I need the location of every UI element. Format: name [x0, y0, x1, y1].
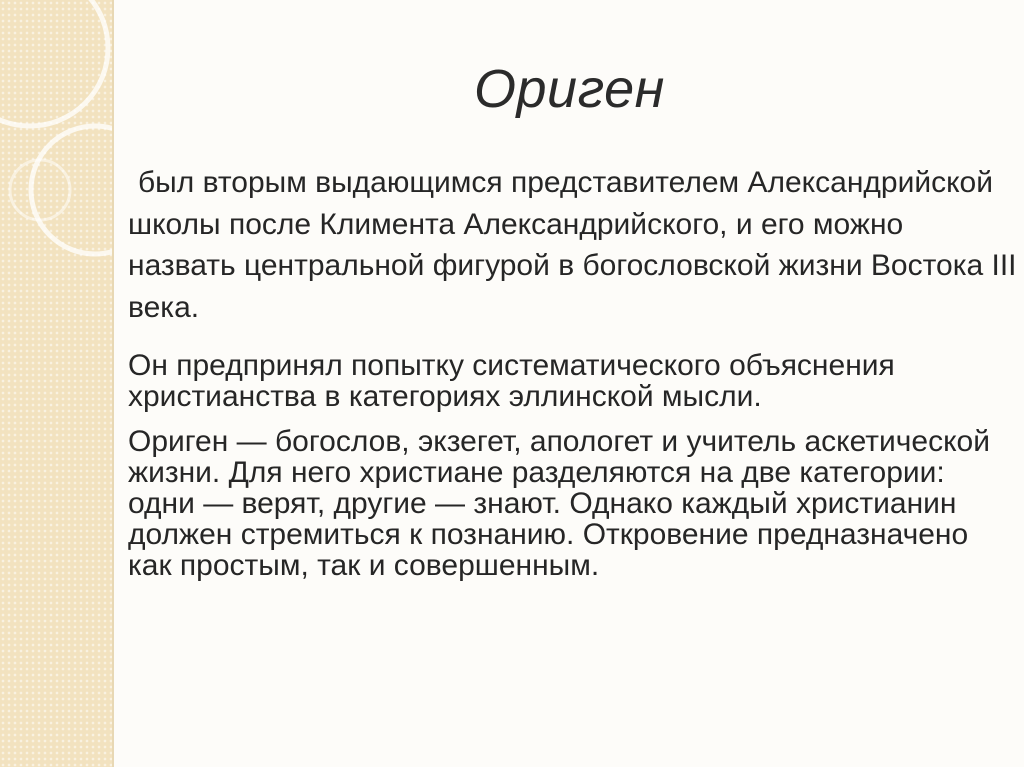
paragraph-1 — [128, 162, 1018, 328]
decorative-circles — [0, 0, 112, 767]
paragraph-2: Он предпринял попытку систематического объяснения христианства в категориях эллинской мысли. — [128, 349, 895, 413]
slide-body — [128, 162, 1018, 581]
decorative-side-strip — [0, 0, 112, 767]
side-strip-edge — [112, 0, 114, 767]
paragraph-1-text: был вторым выдающимся представителем Александрийской школы после Климента Александрийского, и его можно назвать центральной фигурой в богословской жизни Востока III века. — [128, 166, 1017, 324]
slide-title: Ориген — [474, 59, 665, 119]
paragraph-3: Ориген — богослов, экзегет, апологет и учитель аскетической жизни. Для него христиане разделяются на две категории: одни — верят, другие — знают. Однако каждый христианин должен стремиться к познанию. Откровение предназначено как простым, так и совершенным. — [128, 425, 991, 582]
